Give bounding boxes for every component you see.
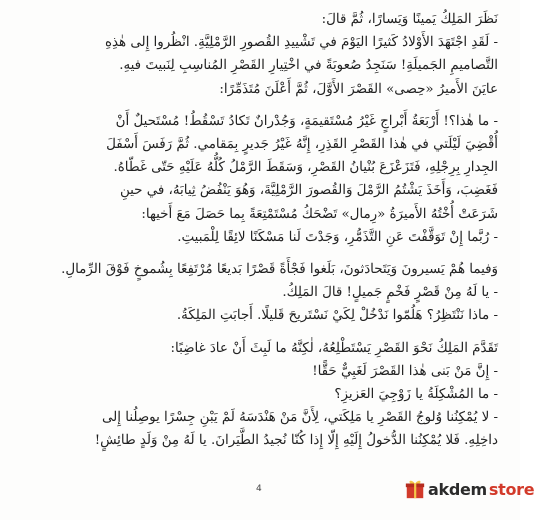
story-line: - ما المُشْكِلَةُ يا زَوْجِيَ العَزيزِ؟ [334,387,498,403]
watermark-brand-right: store [488,479,534,499]
story-line: - ماذا نَنْتَظِرُ؟ هَلُمّوا نَدْخُلْ لِكَيْ نَسْتَريحَ قَليلًا. أَجابَتِ المَلِكَةُ. [176,308,498,324]
story-line: نَظَرَ المَلِكُ يَمينًا وَيَسارًا، ثُمَّ قالَ: [321,12,498,27]
store-watermark [404,478,534,500]
page-number: 4 [256,484,262,494]
paragraph-gap [36,101,498,110]
story-line: - إِنَّ مَنْ بَنى هٰذا القَصْرَ لَغَبِيٌّ حَقًّا! [312,363,498,379]
story-line: - لا يُمْكِنُنا وُلوجُ القَصْرِ يا مَلِكَتي، لِأَنَّ مَنْ هَنْدَسَهُ لَمْ يَبْنِ جِسْرًا يوصِلُنا إِلى [102,410,498,426]
story-line: - رُبَّما إِنْ تَوَقَّفْتَ عَنِ التَّذَمُّرِ، وَجَدْتَ لَنا مَسْكَنًا لائِقًا لِلْمَبيتِ. [177,229,498,245]
watermark-brand-left: akdem [428,479,487,499]
story-line: عايَنَ الأَميرُ «حِصى» القَصْرَ الأَوَّلَ، ثُمَّ أَعْلَنَ مُتَذَمِّرًا: [219,81,498,97]
story-text [36,8,498,453]
story-line: فَغَضِبَ، وَأَخَذَ يَشْتُمُ الرَّمْلَ وَالقُصورَ الرَّمْلِيَّةَ، وَهُوَ يَنْفُضُ ثِيابَهُ، في حينِ [119,183,498,199]
story-line: شَرَعَتْ أُخْتُهُ الأَميرَةُ «رِمال» تَضْحَكُ مُسْتَمْتِعَةً بِما حَصَلَ مَعَ أَخيها: [141,206,498,222]
story-line: التَّصاميمِ الجَميلَةِ! سَنَجِدُ صُعوبَةً في اخْتِيارِ القَصْرِ المُناسِبِ لِنَبيتَ فيهِ. [119,58,498,74]
story-line: - لَقَدِ اجْتَهَدَ الأَوْلادُ كَثيرًا اليَوْمَ في تَشْييدِ القُصورِ الرَّمْلِيَّةِ. انْظُروا إِلى هٰذِهِ [104,35,498,51]
story-line: داخِلِهِ. فَلا يُمْكِنُنا الدُّخولُ إِلَيْهِ إِلّا إِذا كُنّا نُجيدُ الطَّيَرانَ. يا لَهُ مِنْ وَلَدٍ طائِشٍ! [94,433,498,449]
story-line: - ما هٰذا؟! أَرْبَعَةُ أَبْراجٍ غَيْرُ مُسْتَقيمَةٍ، وَجُدْرانٌ تَكادُ تَسْقُطُ! مُسْتَحيلٌ أَنْ [115,113,498,129]
gift-box-icon [404,478,426,500]
story-line: وَفيما هُمْ يَسيرونَ وَيَتَحادَثونَ، بَلَغوا فَجْأَةً قَصْرًا بَديعًا مُرْتَفِعًا بِشُموخٍ فَوْقَ الرِّمالِ. [61,262,498,278]
story-line: - يا لَهُ مِنْ قَصْرٍ فَخْمٍ جَميلٍ! قالَ المَلِكُ. [282,285,498,301]
paragraph-gap [36,328,498,337]
story-line: تَقَدَّمَ المَلِكُ نَحْوَ القَصْرِ يَسْتَطْلِعُهُ، لٰكِنَّهُ ما لَبِثَ أَنْ عادَ غاضِبًا: [170,340,498,356]
story-line: الجِدارِ بِرِجْلِهِ، فَتَزَعْزَعَ بُنْيانُ القَصْرِ، وَسَقَطَ الرَّمْلُ كُلُّهُ عَلَيْهِ حَتّى غَطّاهُ. [113,160,498,176]
story-line: أُقْضِيَ لَيْلَتي في هٰذا القَصْرِ القَذِرِ، إِنَّهُ غَيْرُ جَديرٍ بِمَقامي. ثُمَّ رَفَسَ أَسْفَلَ [106,137,498,153]
paragraph-gap [36,249,498,258]
